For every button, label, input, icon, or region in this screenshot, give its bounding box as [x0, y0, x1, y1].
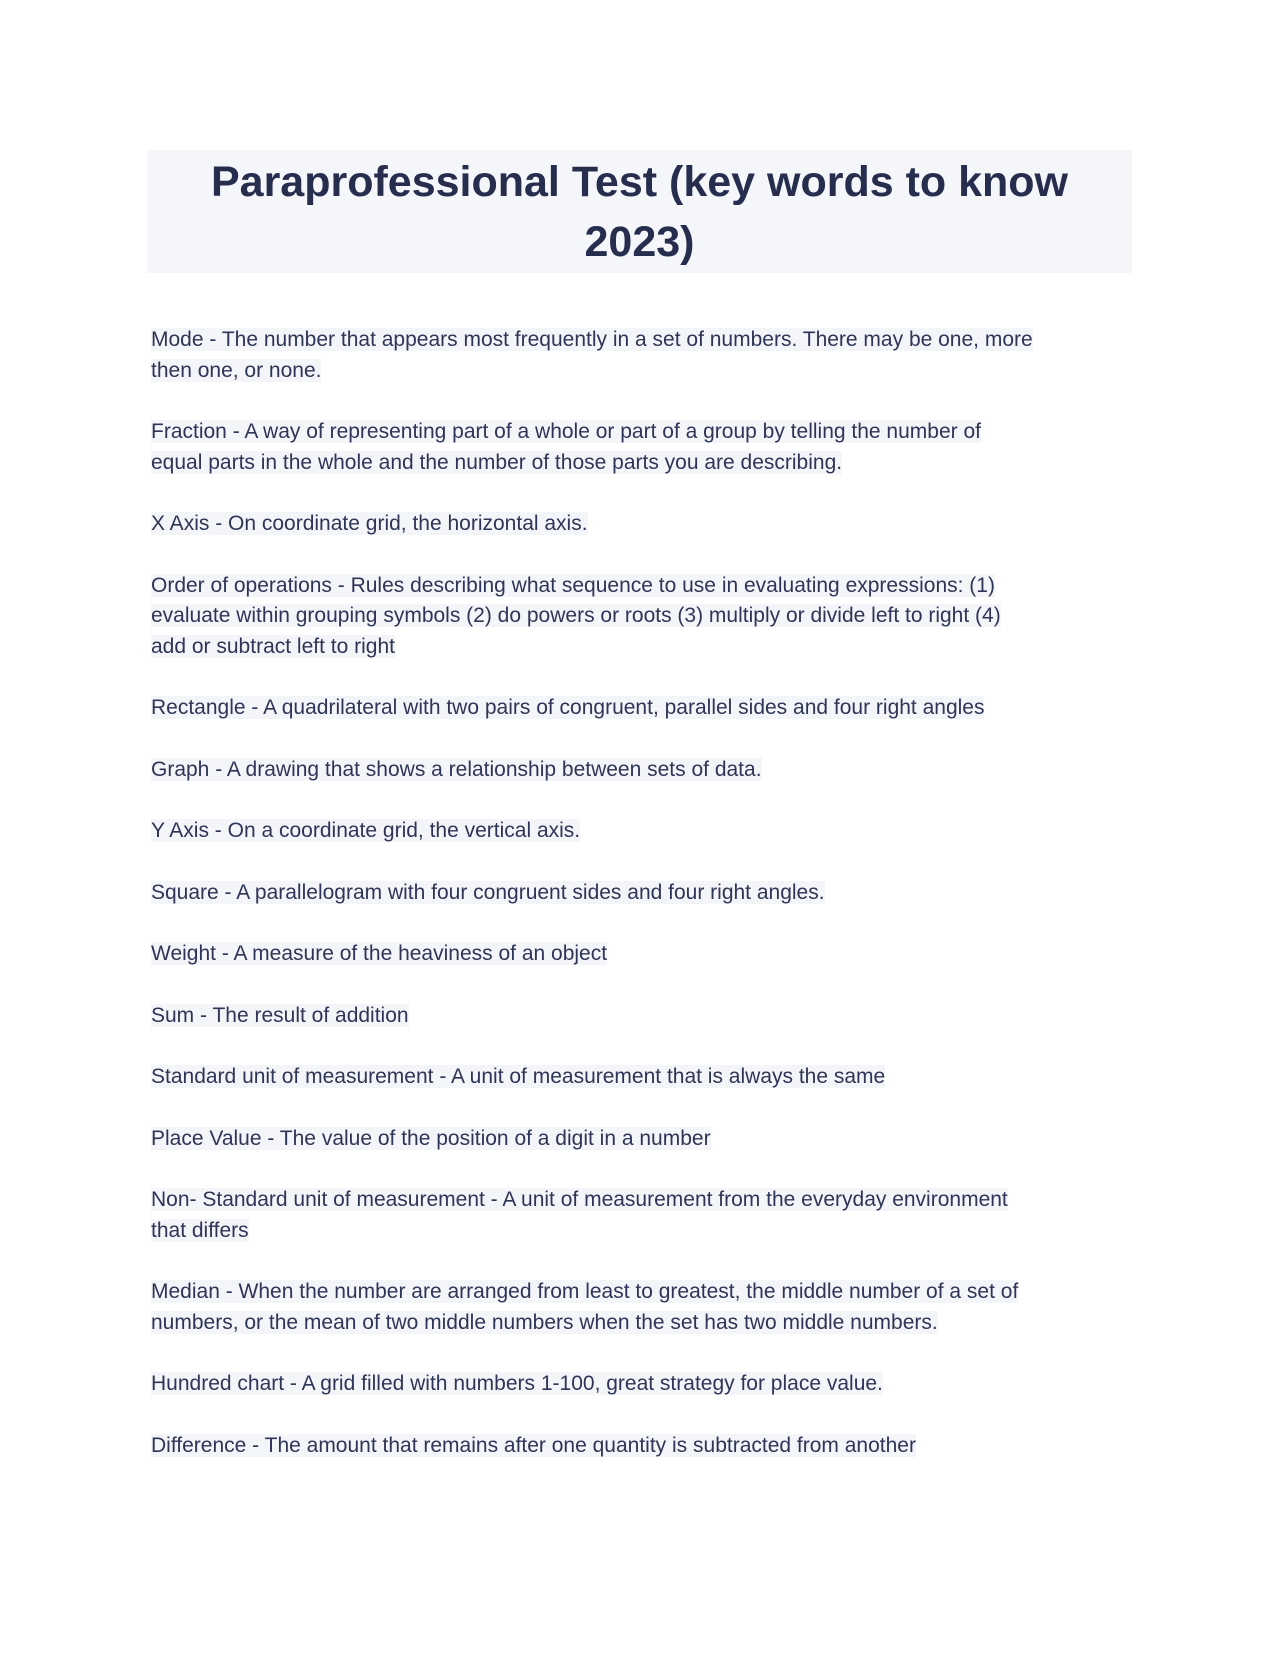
term-text: Standard unit of measurement - A unit of measurement that is always the same — [151, 1065, 886, 1088]
glossary-term — [151, 1124, 1131, 1155]
term-line — [151, 509, 1131, 540]
term-line — [151, 1216, 1131, 1247]
term-line — [151, 816, 1131, 847]
term-line — [151, 325, 1131, 356]
term-text: Median - When the number are arranged from least to greatest, the middle number of a set of — [151, 1280, 1019, 1303]
glossary-term — [151, 571, 1131, 663]
term-line — [151, 1277, 1131, 1308]
term-text: Graph - A drawing that shows a relationship between sets of data. — [151, 757, 762, 781]
glossary-term — [151, 509, 1131, 540]
glossary-term — [151, 1001, 1131, 1032]
term-text: Order of operations - Rules describing what sequence to use in evaluating expressions: (1) — [151, 573, 995, 597]
term-line — [151, 1124, 1131, 1155]
term-text: equal parts in the whole and the number of those parts you are describing. — [151, 450, 843, 474]
glossary-term — [151, 1277, 1131, 1338]
document-title — [147, 150, 1132, 273]
glossary-term — [151, 939, 1131, 970]
term-text: Y Axis - On a coordinate grid, the vertical axis. — [151, 819, 581, 842]
title-line: Paraprofessional Test (key words to know — [210, 157, 1069, 206]
term-text: Mode - The number that appears most frequently in a set of numbers. There may be one, more — [151, 328, 1033, 351]
term-line — [151, 448, 1131, 479]
term-line — [151, 632, 1131, 663]
glossary-term — [151, 755, 1131, 786]
term-text: Place Value - The value of the position of a digit in a number — [151, 1126, 711, 1150]
term-line — [151, 1062, 1131, 1093]
term-line — [151, 1369, 1131, 1400]
glossary-term — [151, 693, 1131, 724]
term-line — [151, 878, 1131, 909]
term-line — [151, 1431, 1131, 1462]
title-line: 2023) — [584, 217, 695, 266]
term-text: Square - A parallelogram with four congruent sides and four right angles. — [151, 880, 825, 904]
term-text: Non- Standard unit of measurement - A unit of measurement from the everyday environment — [151, 1188, 1008, 1211]
term-line — [151, 417, 1131, 448]
glossary-term — [151, 417, 1131, 478]
term-text: add or subtract left to right — [151, 634, 395, 658]
term-text: then one, or none. — [151, 358, 322, 382]
term-text: X Axis - On coordinate grid, the horizontal axis. — [151, 512, 588, 535]
term-text: Difference - The amount that remains after one quantity is subtracted from another — [151, 1433, 916, 1457]
term-text: Hundred chart - A grid filled with numbers 1-100, great strategy for place value. — [151, 1372, 883, 1395]
glossary-term — [151, 325, 1131, 386]
glossary-term — [151, 1431, 1131, 1462]
term-text: Sum - The result of addition — [151, 1003, 409, 1027]
glossary-term — [151, 878, 1131, 909]
term-line — [151, 755, 1131, 786]
glossary-term — [151, 816, 1131, 847]
glossary-term — [151, 1369, 1131, 1400]
term-text: Rectangle - A quadrilateral with two pairs of congruent, parallel sides and four right angles — [151, 696, 985, 719]
term-line — [151, 1308, 1131, 1339]
term-text: evaluate within grouping symbols (2) do powers or roots (3) multiply or divide left to right (4) — [151, 604, 1001, 627]
glossary-term — [151, 1062, 1131, 1093]
term-text: Fraction - A way of representing part of a whole or part of a group by telling the number of — [151, 420, 981, 443]
term-line — [151, 356, 1131, 387]
term-text: Weight - A measure of the heaviness of an object — [151, 942, 608, 965]
term-line — [151, 939, 1131, 970]
term-text: numbers, or the mean of two middle numbers when the set has two middle numbers. — [151, 1310, 938, 1334]
term-line — [151, 693, 1131, 724]
term-line — [151, 601, 1131, 632]
glossary-term — [151, 1185, 1131, 1246]
term-line — [151, 1185, 1131, 1216]
term-text: that differs — [151, 1218, 249, 1242]
glossary-list — [151, 325, 1131, 1492]
term-line — [151, 1001, 1131, 1032]
term-line — [151, 571, 1131, 602]
